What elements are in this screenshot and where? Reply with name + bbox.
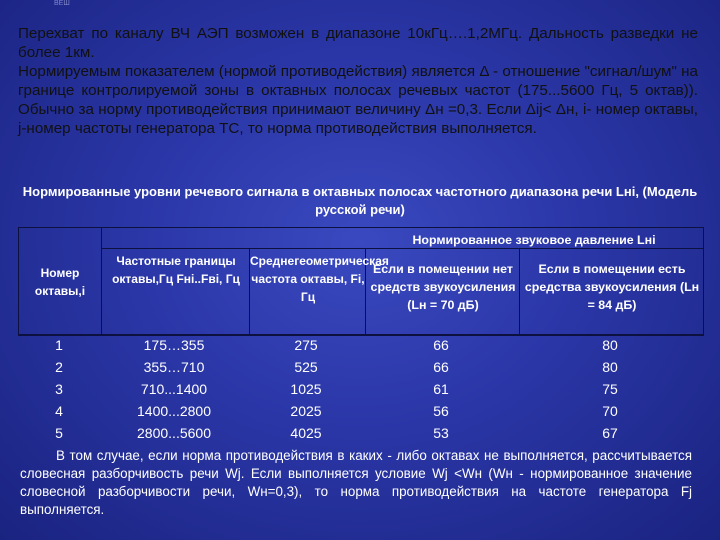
cell-level-with-amp: 67: [602, 425, 618, 441]
header-frequency-bounds: Частотные границы октавы,Гц Fнi..Fвi, Гц: [112, 254, 240, 286]
cell-bounds: 355…710: [143, 359, 205, 375]
header-with-amplification: Если в помещении есть средства звукоусиления (Lн = 84 дБ): [524, 262, 700, 312]
cell-octave: 2: [55, 359, 63, 375]
intro-paragraph: [18, 24, 698, 138]
table-row: [18, 423, 702, 444]
cell-level-with-amp: 80: [602, 337, 618, 353]
cell-bounds: 710...1400: [140, 381, 208, 397]
cell-bounds: 1400...2800: [137, 403, 211, 419]
cell-octave: 4: [55, 403, 63, 419]
outro-paragraph: [20, 447, 692, 519]
grid-line: [101, 228, 102, 335]
header-mean-frequency: Среднегеометрическая частота октавы, Fi, Гц: [250, 254, 389, 304]
cell-level-no-amp: 66: [433, 359, 449, 375]
cell-level-with-amp: 80: [602, 359, 618, 375]
table-header-grid: [18, 227, 704, 336]
outro-text: В том случае, если норма противодействия в каких - либо октавах не выполняется, рассчитывается словесная разборчивость речи Wj. Если выполняется условие Wj <Wн (Wн - нормированное значение словесной разборчивости речи, Wн=0,3), то норма противодействия на частоте генератора Fj выполняется.: [20, 448, 692, 517]
cell-level-no-amp: 66: [433, 337, 449, 353]
cell-bounds: 175…355: [143, 337, 205, 353]
cell-mean-frequency: 525: [294, 359, 318, 375]
cell-level-with-amp: 70: [602, 403, 618, 419]
corner-mark: ВЕШ: [54, 0, 70, 7]
cell-mean-frequency: 275: [294, 337, 318, 353]
cell-level-with-amp: 75: [602, 381, 618, 397]
table-row: [18, 401, 702, 422]
cell-level-no-amp: 56: [433, 403, 449, 419]
header-octave-number: Номер октавы,i: [34, 266, 86, 298]
cell-mean-frequency: 4025: [290, 425, 322, 441]
grid-line: [519, 248, 520, 335]
table-row: [18, 379, 702, 400]
cell-mean-frequency: 1025: [290, 381, 322, 397]
cell-level-no-amp: 61: [433, 381, 449, 397]
table-row: [18, 357, 702, 378]
table-title: Нормированные уровни речевого сигнала в октавных полосах частотного диапазона речи Lнi, (Модель русской речи): [22, 184, 698, 217]
header-group-pressure: Нормированное звуковое давление Lнi: [412, 233, 656, 247]
cell-bounds: 2800...5600: [137, 425, 211, 441]
header-no-amplification: Если в помещении нет средств звукоусиления (Lн = 70 дБ): [370, 262, 516, 312]
intro-line-1: Перехват по каналу ВЧ АЭП возможен в диапазоне 10кГц….1,2МГц. Дальность разведки не более 1км.: [18, 25, 698, 61]
cell-octave: 5: [55, 425, 63, 441]
cell-mean-frequency: 2025: [290, 403, 322, 419]
table-row: [18, 335, 702, 356]
cell-octave: 1: [55, 337, 63, 353]
intro-line-2: Нормируемым показателем (нормой противодействия) является Δ - отношение "сигнал/шум" на границе контролируемой зоны в октавных полосах речевых частот (175...5600 Гц, 5 октав)). Обычно за норму противодействия принимают величину Δн =0,3. Если Δij< Δн, i- номер октавы, j-номер частоты генератора ТС, то норма противодействия выполняется.: [18, 63, 698, 137]
cell-level-no-amp: 53: [433, 425, 449, 441]
cell-octave: 3: [55, 381, 63, 397]
